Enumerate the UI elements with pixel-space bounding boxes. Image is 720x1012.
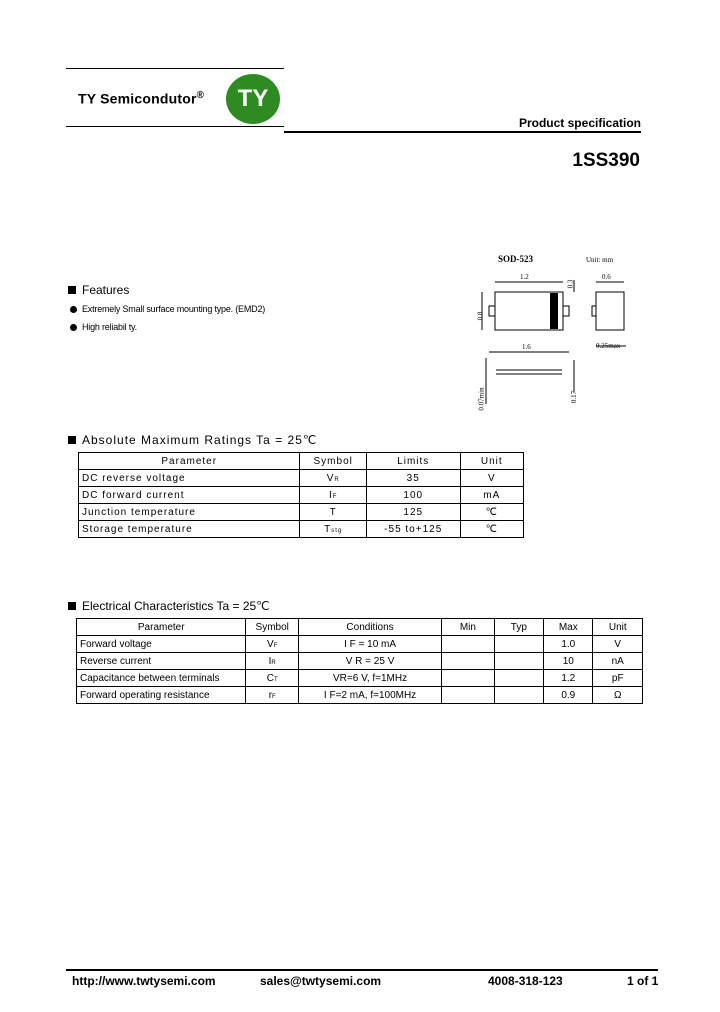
table-row: [77, 636, 643, 653]
limit-cell: 125: [366, 504, 460, 521]
brand-text: TY Semicondutor: [78, 90, 197, 107]
condition-cell: I F = 10 mA: [298, 636, 441, 653]
features-heading: [68, 283, 129, 297]
min-cell: [442, 670, 494, 687]
unit-cell: ℃: [460, 521, 523, 538]
amr-title: Absolute Maximum Ratings Ta = 25℃: [82, 433, 318, 447]
min-cell: [442, 687, 494, 704]
unit-cell: V: [593, 636, 643, 653]
table-row: [77, 687, 643, 704]
dot-bullet-icon: [70, 306, 77, 313]
square-bullet-icon: [68, 602, 76, 610]
param-cell: Junction temperature: [79, 504, 300, 521]
symbol-cell: [300, 521, 366, 538]
dim-label: 0.6: [602, 273, 611, 281]
column-header: Unit: [460, 453, 523, 470]
column-header: Unit: [593, 619, 643, 636]
limit-cell: -55 to+125: [366, 521, 460, 538]
symbol-cell: [300, 487, 366, 504]
symbol-cell: [246, 653, 298, 670]
header-rule-top: [66, 68, 284, 69]
param-cell: Storage temperature: [79, 521, 300, 538]
condition-cell: V R = 25 V: [298, 653, 441, 670]
table-row: [77, 670, 643, 687]
footer-rule: [66, 969, 658, 971]
param-cell: Reverse current: [77, 653, 246, 670]
column-header: Parameter: [79, 453, 300, 470]
symbol-text: T: [324, 523, 332, 535]
condition-cell: VR=6 V, f=1MHz: [298, 670, 441, 687]
unit-cell: V: [460, 470, 523, 487]
column-header: Symbol: [300, 453, 366, 470]
table-row: [79, 521, 524, 538]
footer-website-link[interactable]: http://www.twtysemi.com: [72, 974, 216, 988]
table-row: [79, 487, 524, 504]
symbol-text: V: [326, 472, 335, 484]
limit-cell: 35: [366, 470, 460, 487]
param-cell: Forward voltage: [77, 636, 246, 653]
param-cell: Capacitance between terminals: [77, 670, 246, 687]
dot-bullet-icon: [70, 324, 77, 331]
min-cell: [442, 653, 494, 670]
table-row: [79, 504, 524, 521]
square-bullet-icon: [68, 436, 76, 444]
symbol-text: T: [329, 506, 337, 518]
min-cell: [442, 636, 494, 653]
symbol-text: I: [328, 489, 333, 501]
package-outline-drawing: [470, 266, 640, 416]
package-name: SOD-523: [498, 254, 534, 264]
column-header: Min: [442, 619, 494, 636]
ty-logo: TY: [226, 74, 280, 124]
features-title: Features: [82, 283, 130, 297]
symbol-subscript: F: [332, 493, 338, 500]
company-name: [78, 90, 204, 107]
param-cell: DC forward current: [79, 487, 300, 504]
max-cell: 10: [544, 653, 593, 670]
feature-item: [70, 304, 265, 314]
unit-cell: pF: [593, 670, 643, 687]
column-header: Parameter: [77, 619, 246, 636]
symbol-subscript: R: [271, 659, 276, 666]
dim-label: 0.17: [570, 390, 579, 404]
feature-text: Extremely Small surface mounting type. (EMD2): [82, 304, 266, 314]
symbol-cell: [246, 636, 298, 653]
param-cell: Forward operating resistance: [77, 687, 246, 704]
table-row: [79, 470, 524, 487]
symbol-subscript: T: [273, 676, 278, 683]
symbol-text: V: [267, 638, 274, 650]
header-rule-bottom: [66, 126, 284, 127]
dim-label: 0.25max: [596, 342, 621, 350]
symbol-cell: [246, 670, 298, 687]
symbol-cell: [300, 504, 366, 521]
symbol-subscript: F: [273, 642, 278, 649]
ec-title: Electrical Characteristics Ta = 25℃: [82, 599, 270, 613]
doc-type: Product specification: [518, 116, 641, 130]
symbol-subscript: stg: [331, 527, 343, 534]
symbol-cell: [300, 470, 366, 487]
max-cell: 1.2: [544, 670, 593, 687]
column-header: Limits: [366, 453, 460, 470]
limit-cell: 100: [366, 487, 460, 504]
amr-heading: [68, 433, 317, 447]
feature-text: High reliabil ty.: [82, 322, 137, 332]
param-cell: DC reverse voltage: [79, 470, 300, 487]
typ-cell: [494, 670, 543, 687]
registered-mark: ®: [196, 90, 205, 101]
symbol-subscript: F: [272, 693, 276, 700]
dim-label: 1.6: [522, 343, 531, 351]
column-header: Conditions: [298, 619, 441, 636]
electrical-characteristics-table: [76, 618, 643, 704]
symbol-text: I: [268, 655, 272, 667]
part-number: 1SS390: [572, 150, 640, 171]
symbol-subscript: R: [334, 476, 340, 483]
footer-phone: 4008-318-123: [488, 974, 563, 988]
condition-cell: I F=2 mA, f=100MHz: [298, 687, 441, 704]
absolute-max-ratings-table: [78, 452, 524, 538]
symbol-text: C: [266, 672, 274, 684]
unit-cell: Ω: [593, 687, 643, 704]
symbol-cell: [246, 687, 298, 704]
typ-cell: [494, 653, 543, 670]
typ-cell: [494, 687, 543, 704]
table-header-row: [79, 453, 524, 470]
column-header: Max: [544, 619, 593, 636]
max-cell: 0.9: [544, 687, 593, 704]
unit-cell: nA: [593, 653, 643, 670]
table-row: [77, 653, 643, 670]
spec-rule: [284, 131, 641, 133]
footer-email-link[interactable]: sales@twtysemi.com: [260, 974, 382, 988]
dim-label: 0.3: [566, 279, 575, 289]
dim-label: 0.07min: [477, 387, 486, 411]
symbol-text: r: [268, 689, 273, 701]
square-bullet-icon: [68, 286, 76, 294]
max-cell: 1.0: [544, 636, 593, 653]
column-header: Symbol: [246, 619, 298, 636]
page-number: 1 of 1: [627, 974, 659, 988]
ec-heading: [68, 599, 270, 613]
package-unit: Unit: mm: [586, 256, 614, 264]
unit-cell: ℃: [460, 504, 523, 521]
dim-label: 0.8: [476, 311, 485, 321]
table-header-row: [77, 619, 643, 636]
feature-item: [70, 322, 137, 332]
unit-cell: mA: [460, 487, 523, 504]
column-header: Typ: [494, 619, 543, 636]
dim-label: 1.2: [520, 273, 529, 281]
typ-cell: [494, 636, 543, 653]
